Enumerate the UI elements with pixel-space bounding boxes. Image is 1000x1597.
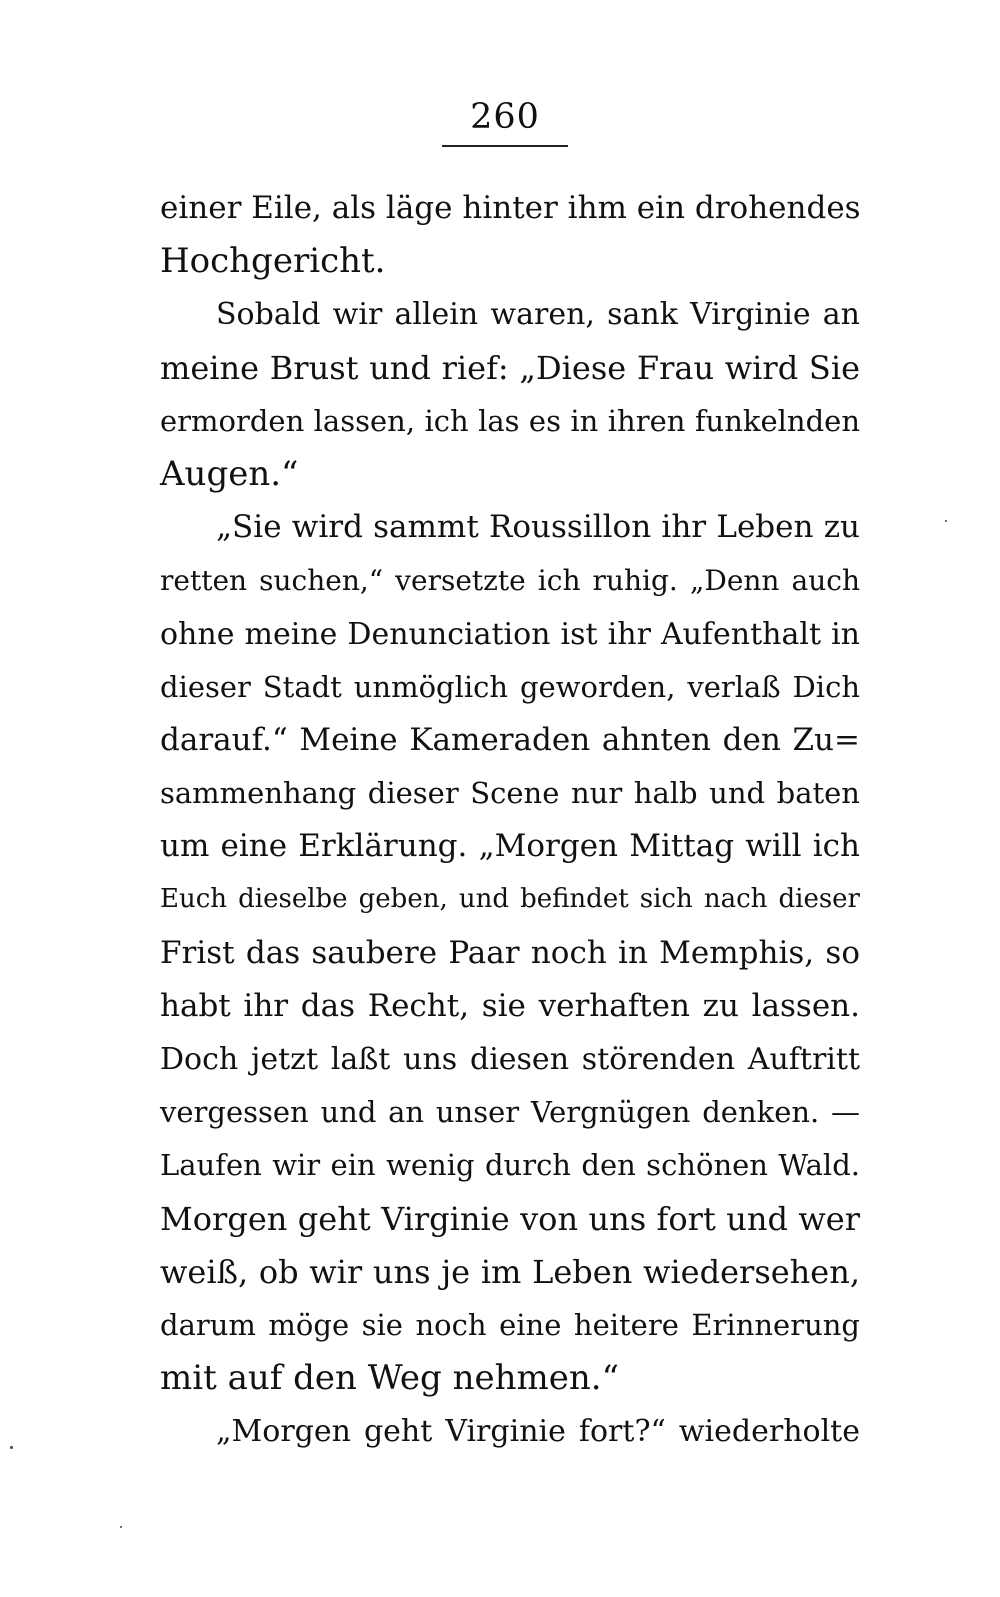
- text-line: Hochgericht.: [160, 241, 386, 282]
- header-rule: [442, 145, 568, 147]
- text-line: Sobald wir allein waren, sank Virginie an: [216, 297, 860, 333]
- text-line: darauf.“ Meine Kameraden ahnten den Zu=: [160, 721, 860, 758]
- text-line: Morgen geht Virginie von uns fort und wer: [160, 1199, 860, 1238]
- text-line: retten suchen,“ versetzte ich ruhig. „Denn auch: [160, 564, 860, 598]
- text-line: Frist das saubere Paar noch in Memphis, so: [160, 934, 860, 971]
- text-line: ermorden lassen, ich las es in ihren funkelnden: [160, 403, 860, 438]
- text-line: einer Eile, als läge hinter ihm ein drohendes: [160, 190, 861, 226]
- text-line: Doch jetzt laßt uns diesen störenden Auftritt: [160, 1042, 860, 1077]
- text-line: weiß, ob wir uns je im Leben wiedersehen,: [160, 1252, 860, 1291]
- body-text: [160, 182, 860, 1459]
- text-line: vergessen und an unser Vergnügen denken. —: [160, 1095, 860, 1130]
- text-line: Laufen wir ein wenig durch den schönen Wald.: [160, 1148, 860, 1183]
- text-line: „Sie wird sammt Roussillon ihr Leben zu: [216, 509, 860, 546]
- text-line: „Morgen geht Virginie fort?“ wiederholte: [216, 1414, 860, 1450]
- text-line: mit auf den Weg nehmen.“: [160, 1358, 619, 1399]
- text-line: Euch dieselbe geben, und befindet sich nach dieser: [160, 884, 860, 915]
- paper-speck: [945, 520, 947, 522]
- text-line: habt ihr das Recht, sie verhaften zu lassen.: [160, 987, 860, 1024]
- text-line: ohne meine Denunciation ist ihr Aufenthalt in: [160, 616, 860, 652]
- text-line: dieser Stadt unmöglich geworden, verlaß Dich: [160, 669, 860, 704]
- paper-speck: [120, 1526, 122, 1528]
- text-line: Augen.“: [160, 453, 299, 494]
- page-number: 260: [470, 97, 540, 137]
- text-line: um eine Erklärung. „Morgen Mittag will ich: [160, 828, 860, 865]
- text-line: sammenhang dieser Scene nur halb und baten: [160, 776, 860, 811]
- paper-speck: [10, 1446, 13, 1449]
- text-line: darum möge sie noch eine heitere Erinnerung: [160, 1307, 860, 1342]
- text-line: meine Brust und rief: „Diese Frau wird Sie: [160, 348, 860, 387]
